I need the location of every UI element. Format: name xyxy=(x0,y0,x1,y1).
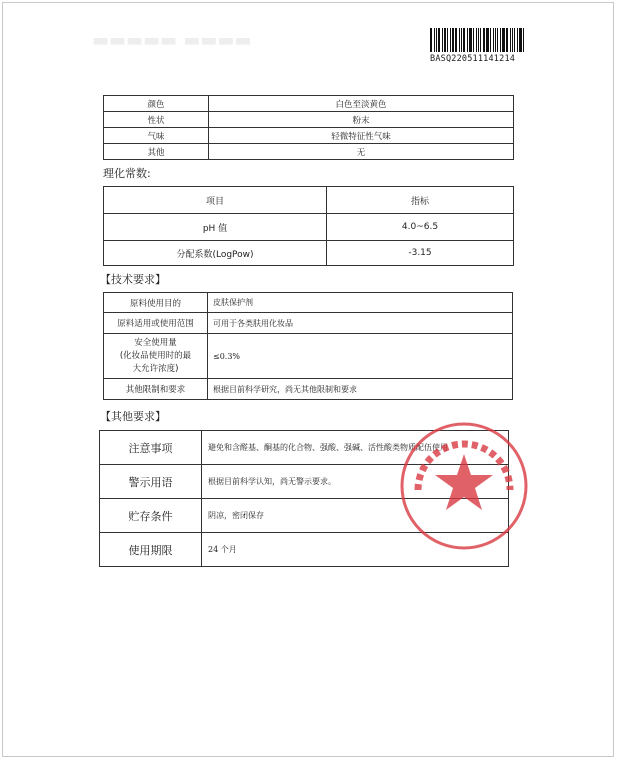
row-value: 皮肤保护剂 xyxy=(208,293,513,313)
table-row xyxy=(104,96,514,112)
row-key: 注意事项 xyxy=(100,431,202,465)
barcode-number: BASQ220511141214 xyxy=(430,54,516,64)
key-line: (化妆品使用时的最 xyxy=(119,350,192,361)
row-key xyxy=(104,334,208,379)
barcode-bars xyxy=(430,28,526,52)
row-key: 贮存条件 xyxy=(100,499,202,533)
seal-star-icon xyxy=(435,454,493,510)
row-key: 原料使用目的 xyxy=(104,293,208,313)
row-value: 白色至淡黄色 xyxy=(209,96,514,112)
key-line: 安全使用量 xyxy=(134,337,177,348)
table-row xyxy=(104,112,514,128)
table-row xyxy=(104,128,514,144)
table-row xyxy=(104,241,514,266)
header-item: 项目 xyxy=(104,187,327,214)
barcode-bar xyxy=(473,28,474,52)
row-value: 24 个月 xyxy=(202,533,509,567)
barcode-bar xyxy=(467,28,468,52)
table-row xyxy=(104,144,514,160)
barcode-bar xyxy=(459,28,460,52)
barcode-bar xyxy=(493,28,494,52)
barcode-bar xyxy=(497,28,498,52)
barcode-bar xyxy=(476,28,477,52)
barcode-bar xyxy=(510,28,511,52)
row-item: pH 值 xyxy=(104,214,327,241)
row-key: 性状 xyxy=(104,112,209,128)
row-spec: -3.15 xyxy=(327,241,514,266)
barcode-bar xyxy=(434,28,435,52)
barcode-bar xyxy=(442,28,443,52)
barcode-bar xyxy=(444,28,446,52)
row-spec: 4.0~6.5 xyxy=(327,214,514,241)
basic-properties-table xyxy=(103,95,514,160)
barcode-bar xyxy=(486,28,489,52)
row-key: 颜色 xyxy=(104,96,209,112)
tech-requirements-table xyxy=(103,292,513,400)
barcode-bar xyxy=(430,28,432,52)
row-key: 其他 xyxy=(104,144,209,160)
row-value: 阴凉，密闭保存 xyxy=(202,499,509,533)
row-value: 可用于各类肤用化妆品 xyxy=(208,313,513,334)
barcode-bar xyxy=(495,28,497,52)
barcode-bar xyxy=(461,28,462,52)
barcode-bar xyxy=(506,28,508,52)
row-value: 无 xyxy=(209,144,514,160)
row-value: 粉末 xyxy=(209,112,514,128)
barcode-bar xyxy=(436,28,437,52)
table-row xyxy=(104,379,513,400)
table-header-row xyxy=(104,187,514,214)
barcode-bar xyxy=(512,28,513,52)
row-key: 使用期限 xyxy=(100,533,202,567)
barcode-bar xyxy=(452,28,454,52)
barcode-bar xyxy=(483,28,485,52)
physchem-table xyxy=(103,186,514,266)
barcode-bar xyxy=(447,28,448,52)
table-row xyxy=(104,334,513,379)
row-key: 其他限制和要求 xyxy=(104,379,208,400)
barcode-bar xyxy=(517,28,518,52)
row-key: 气味 xyxy=(104,128,209,144)
table-row xyxy=(104,214,514,241)
table-row xyxy=(104,293,513,313)
barcode-bar xyxy=(490,28,491,52)
tech-heading: 【技术要求】 xyxy=(100,273,166,286)
row-value: 轻微特征性气味 xyxy=(209,128,514,144)
barcode-bar xyxy=(523,28,524,52)
key-line: 大允许浓度) xyxy=(132,363,179,374)
row-value: 避免和含醛基、酮基的化合物、强酸、强碱、活性酸类物质配伍使用 xyxy=(202,431,509,465)
barcode-bar xyxy=(438,28,441,52)
faint-header-mark: ▬▬▬▬▬ ▬▬▬▬ xyxy=(92,30,252,51)
other-heading: 【其他要求】 xyxy=(100,410,166,423)
barcode-bar xyxy=(455,28,458,52)
barcode-bar xyxy=(478,28,480,52)
barcode-bar xyxy=(519,28,522,52)
header-spec: 指标 xyxy=(327,187,514,214)
row-value: 根据目前科学认知，尚无警示要求。 xyxy=(202,465,509,499)
barcode-bar xyxy=(480,28,481,52)
physchem-heading: 理化常数: xyxy=(103,167,151,180)
row-value: ≤0.3% xyxy=(208,334,513,379)
row-key: 原料适用或使用范围 xyxy=(104,313,208,334)
barcode-bar xyxy=(502,28,505,52)
barcode xyxy=(430,28,526,64)
row-item: 分配系数(LogPow) xyxy=(104,241,327,266)
table-row xyxy=(104,313,513,334)
barcode-bar xyxy=(450,28,451,52)
barcode-bar xyxy=(469,28,472,52)
row-key: 警示用语 xyxy=(100,465,202,499)
barcode-bar xyxy=(463,28,465,52)
barcode-bar xyxy=(514,28,516,52)
barcode-bar xyxy=(500,28,501,52)
row-value: 根据目前科学研究，尚无其他限制和要求 xyxy=(208,379,513,400)
company-seal-stamp xyxy=(398,420,530,552)
